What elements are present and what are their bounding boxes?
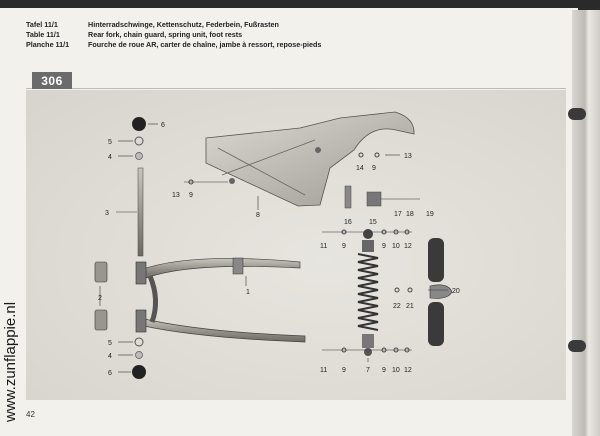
- callout-15: 15: [369, 219, 377, 226]
- callout-9: 9: [189, 192, 193, 199]
- spacer-tube: [345, 186, 351, 208]
- upper-bearing-parts: [132, 117, 146, 160]
- callout-12: 12: [404, 367, 412, 374]
- callout-13: 13: [172, 192, 180, 199]
- plate-number: 306: [32, 72, 72, 89]
- header-label: Planche 11/1: [26, 40, 70, 49]
- callout-19: 19: [426, 211, 434, 218]
- callout-21: 21: [406, 303, 414, 310]
- callout-8: 8: [256, 212, 260, 219]
- callout-5: 5: [108, 139, 112, 146]
- header-label: Tafel 11/1: [26, 20, 58, 29]
- pivot-shaft: [138, 168, 143, 256]
- chain-guard: [206, 112, 414, 206]
- callout-2: 2: [98, 295, 102, 302]
- callout-13: 13: [404, 153, 412, 160]
- callout-10: 10: [392, 367, 400, 374]
- page-number: 42: [26, 410, 35, 419]
- callout-14: 14: [356, 165, 364, 172]
- callout-9: 9: [382, 243, 386, 250]
- callout-17: 17: [394, 211, 402, 218]
- callout-6: 6: [161, 122, 165, 129]
- header-text: Hinterradschwinge, Kettenschutz, Federbein, Fußrasten: [88, 20, 279, 29]
- callout-7: 7: [366, 367, 370, 374]
- callout-11: 11: [320, 367, 328, 374]
- callout-20: 20: [452, 288, 460, 295]
- callout-12: 12: [404, 243, 412, 250]
- callout-9: 9: [342, 367, 346, 374]
- rubber-block: [367, 192, 381, 206]
- callout-9: 9: [342, 243, 346, 250]
- callout-3: 3: [105, 210, 109, 217]
- watermark: www.zunflappie.nl: [2, 301, 19, 422]
- callout-5: 5: [108, 340, 112, 347]
- header-text: Fourche de roue AR, carter de chaîne, jambe à ressort, repose-pieds: [88, 40, 322, 49]
- callout-16: 16: [344, 219, 352, 226]
- spring-strut: [358, 229, 378, 356]
- header-text: Rear fork, chain guard, spring unit, foot rests: [88, 30, 243, 39]
- callout-9: 9: [372, 165, 376, 172]
- callout-18: 18: [406, 211, 414, 218]
- header-label: Table 11/1: [26, 30, 60, 39]
- callout-11: 11: [320, 243, 328, 250]
- callout-4: 4: [108, 154, 112, 161]
- callout-10: 10: [392, 243, 400, 250]
- callout-22: 22: [393, 303, 401, 310]
- callout-1: 1: [246, 289, 250, 296]
- callout-4: 4: [108, 353, 112, 360]
- callout-6: 6: [108, 370, 112, 377]
- lower-bearing-parts: [132, 338, 146, 379]
- callout-9: 9: [382, 367, 386, 374]
- rear-swing-arm: [136, 258, 305, 342]
- foot-rests: [428, 238, 452, 346]
